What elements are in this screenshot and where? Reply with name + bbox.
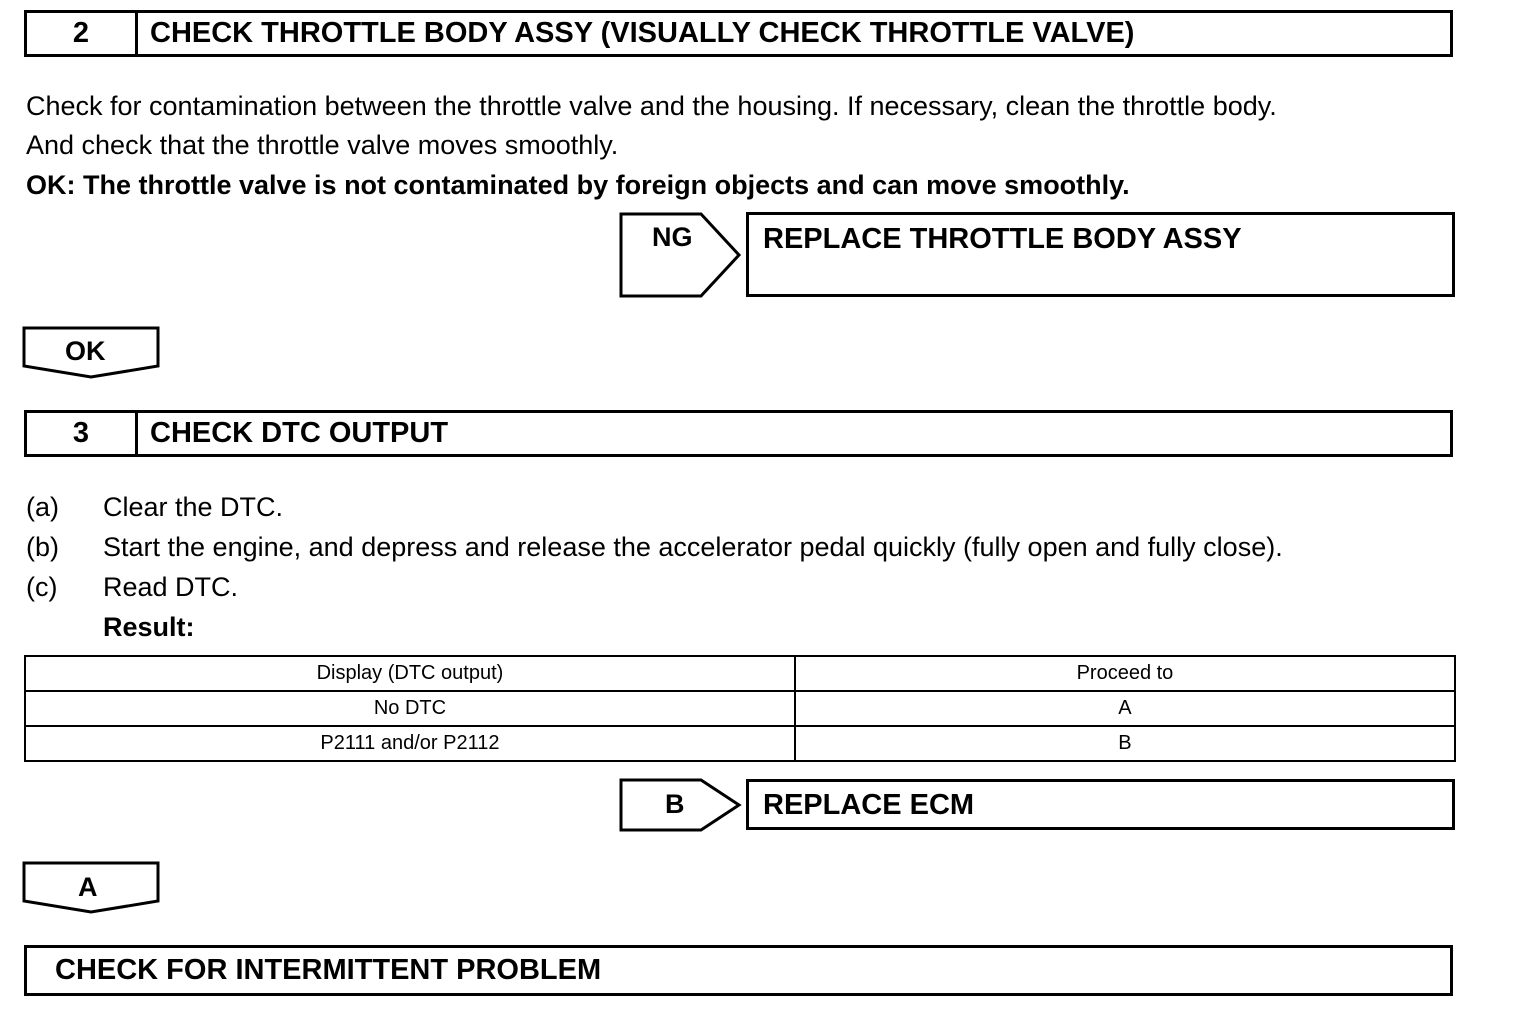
a-label: A [78, 872, 98, 902]
list-item [26, 527, 1283, 567]
step-2-title: CHECK THROTTLE BODY ASSY (VISUALLY CHECK THROTTLE VALVE) [150, 17, 1135, 49]
table-cell: P2111 and/or P2112 [25, 726, 795, 761]
table-header-row [25, 656, 1455, 691]
final-box [24, 945, 1453, 996]
step-3-header [24, 410, 1453, 457]
b-label: B [665, 789, 685, 819]
result-table [24, 655, 1456, 762]
step-3-number: 3 [27, 413, 138, 454]
b-action-box [746, 779, 1455, 830]
ng-action-box [746, 212, 1455, 297]
list-item-text: Clear the DTC. [103, 492, 284, 522]
list-item-text: Start the engine, and depress and release the accelerator pedal quickly (fully open and fully close). [103, 532, 1283, 562]
table-row [25, 691, 1455, 726]
b-action-text: REPLACE ECM [763, 789, 975, 821]
final-title: CHECK FOR INTERMITTENT PROBLEM [55, 954, 602, 986]
table-cell: A [795, 691, 1455, 726]
table-cell: No DTC [25, 691, 795, 726]
step-3-title: CHECK DTC OUTPUT [150, 417, 449, 449]
ng-label: NG [652, 222, 693, 252]
step-2-number: 2 [27, 13, 138, 54]
list-item [26, 567, 238, 607]
ok-label: OK [65, 336, 106, 366]
table-row [25, 726, 1455, 761]
table-cell: B [795, 726, 1455, 761]
step-2-header [24, 10, 1453, 57]
list-item-mark: (c) [26, 572, 58, 602]
list-item-mark: (a) [26, 492, 59, 522]
table-header-cell: Proceed to [795, 656, 1455, 691]
result-label: Result: [103, 612, 195, 642]
ng-action-text: REPLACE THROTTLE BODY ASSY [763, 223, 1242, 255]
table-header-cell: Display (DTC output) [25, 656, 795, 691]
list-item-mark: (b) [26, 532, 59, 562]
list-item-text: Read DTC. [103, 572, 239, 602]
step-2-instruction-line-1: Check for contamination between the throttle valve and the housing. If necessary, clean the throttle body. [26, 91, 1277, 121]
step-2-instruction-line-2: And check that the throttle valve moves smoothly. [26, 130, 619, 160]
step-2-ok-criteria: OK: The throttle valve is not contaminated by foreign objects and can move smoothly. [26, 170, 1130, 200]
list-item [26, 487, 283, 527]
